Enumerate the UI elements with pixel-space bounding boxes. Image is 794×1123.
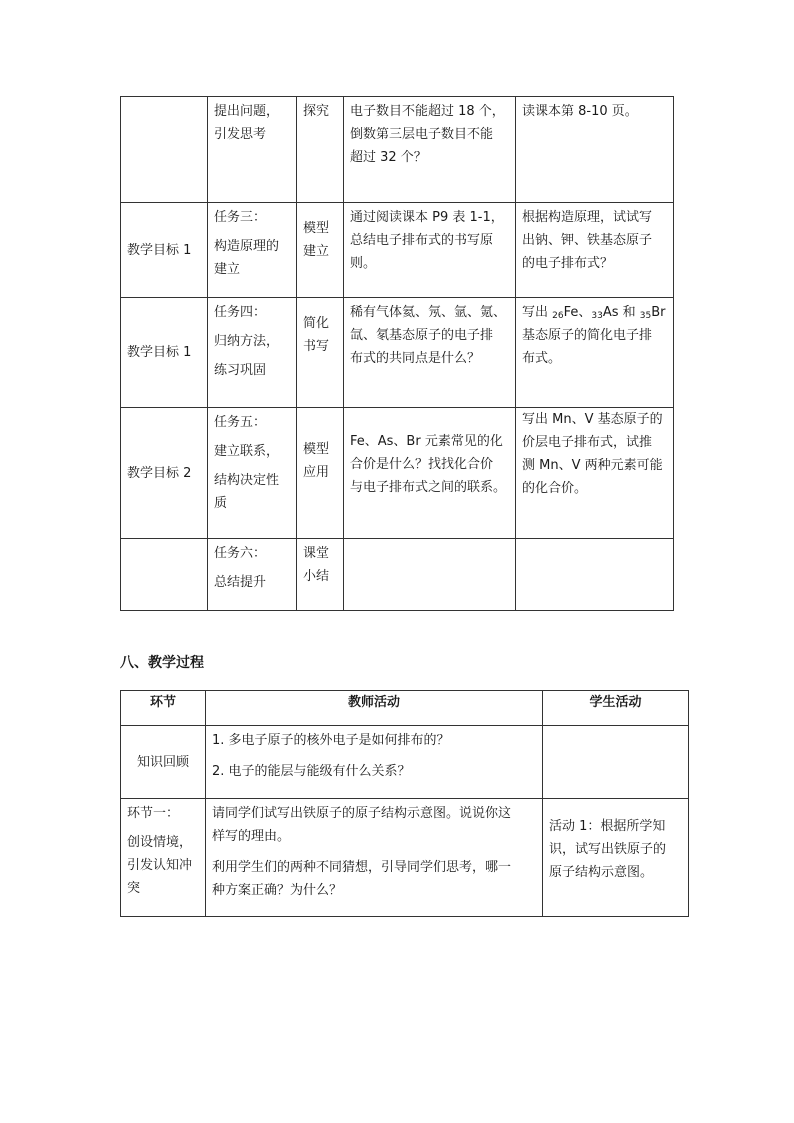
task-text: 引发思考 [214,127,267,142]
element-symbol: Fe、 [563,305,592,320]
teacher-text: 种方案正确？为什么？ [212,883,343,898]
mode-text: 模型 [303,221,330,236]
goal-cell [121,97,208,203]
student-text: 基态原子的简化电子排 [522,328,653,343]
student-text: 原子结构示意图。 [549,865,654,880]
task-row [121,539,674,611]
activity-text: 电子数目不能超过 18 个， [350,104,505,119]
atomic-number: 26 [552,311,564,321]
atomic-number: 35 [639,311,652,321]
goal-cell [121,298,208,408]
student-cell [516,298,674,408]
mode-text: 建立 [303,244,330,259]
student-text: 活动 1：根据所学知 [549,819,666,834]
student-text: 写出 Mn、V 基态原子的 [522,412,663,427]
mode-text: 探究 [303,104,330,119]
task-text: 任务五： [214,415,267,430]
atomic-number: 33 [591,311,603,321]
stage-text: 知识回顾 [136,754,189,770]
task-table [120,96,674,611]
student-text: 识，试写出铁原子的 [549,842,667,857]
activity-cell [344,203,516,298]
stage-text: 环节一： [127,806,180,821]
activity-cell [344,97,516,203]
task-text: 提出问题， [214,104,280,119]
task-text: 归纳方法， [214,334,280,349]
activity-text: 总结电子排布式的书写原 [350,233,494,248]
activity-text: 倒数第三层电子数目不能 [350,127,494,142]
column-header: 教师活动 [206,691,543,726]
stage-text: 引发认知冲 [127,858,193,873]
teacher-text: 利用学生们的两种不同猜想，引导同学们思考，哪一 [212,860,512,875]
student-text: 的电子排布式？ [522,256,614,271]
mode-text: 书写 [303,339,330,354]
activity-text: 合价是什么？找找化合价 [350,457,494,472]
student-cell [516,408,674,539]
task-text: 建立联系， [214,444,280,459]
student-cell [516,97,674,203]
mode-text: 课堂 [303,546,330,561]
student-text: 测 Mn、V 两种元素可能 [522,458,663,473]
teacher-cell [206,726,543,799]
student-text: 读课本第 8-10 页。 [522,104,638,119]
student-text-part: 写出 [522,305,553,320]
process-table [120,690,689,917]
mode-text: 简化 [303,316,330,331]
activity-text: 通过阅读课本 P9 表 1-1， [350,210,504,225]
student-text: 出钠、钾、铁基态原子 [522,233,653,248]
task-text: 构造原理的 [214,239,280,254]
spacer [212,752,536,760]
task-cell [208,298,297,408]
process-row [121,799,689,917]
activity-text: 布式的共同点是什么？ [350,351,481,366]
student-text: 根据构造原理，试试写 [522,210,653,225]
goal-cell [121,408,208,539]
goal-cell [121,539,208,611]
student-cell [543,726,689,799]
header-row [121,691,689,726]
task-cell [208,408,297,539]
section-heading: 八、教学过程 [120,655,204,671]
stage-text: 创设情境， [127,835,193,850]
student-text: 布式。 [522,351,562,366]
mode-cell [297,298,344,408]
task-cell [208,203,297,298]
activity-text: 氙、氡基态原子的电子排 [350,328,494,343]
teacher-cell [206,799,543,917]
element-symbol: Br [651,305,666,320]
teacher-text: 1. 多电子原子的核外电子是如何排布的？ [212,733,450,748]
student-text: 的化合价。 [522,481,588,496]
teacher-text: 2. 电子的能层与能级有什么关系？ [212,764,411,779]
student-text: 价层电子排布式，试推 [522,435,653,450]
activity-text: Fe、As、Br 元素常见的化 [350,434,503,449]
student-cell [543,799,689,917]
element-symbol: As 和 [602,305,640,320]
activity-cell [344,298,516,408]
task-text: 总结提升 [214,575,267,590]
task-text: 结构决定性 [214,473,280,488]
task-row [121,408,674,539]
task-cell [208,97,297,203]
activity-cell [344,539,516,611]
task-text: 练习巩固 [214,363,267,378]
process-row [121,726,689,799]
student-cell [516,539,674,611]
task-row [121,203,674,298]
activity-text: 超过 32 个？ [350,150,427,165]
task-row [121,298,674,408]
goal-text: 教学目标 1 [127,242,192,258]
goal-text: 教学目标 1 [127,345,192,360]
mode-cell [297,408,344,539]
teacher-text: 请同学们试写出铁原子的原子结构示意图。说说你这 [212,806,512,821]
stage-cell [121,726,206,799]
stage-text: 突 [127,881,141,896]
mode-cell [297,97,344,203]
mode-text: 模型 [303,442,330,457]
student-cell [516,203,674,298]
mode-cell [297,203,344,298]
mode-text: 应用 [303,465,330,480]
goal-text: 教学目标 2 [127,465,192,481]
teacher-text: 样写的理由。 [212,829,291,844]
task-text: 任务六： [214,546,267,561]
goal-cell [121,203,208,298]
task-text: 建立 [214,262,241,277]
column-header: 环节 [121,691,206,726]
stage-cell [121,799,206,917]
spacer [212,848,536,856]
column-header: 学生活动 [543,691,689,726]
task-text: 任务四： [214,305,267,320]
activity-text: 稀有气体氦、氖、氩、氪、 [350,305,507,320]
activity-cell [344,408,516,539]
task-row [121,97,674,203]
task-text: 任务三： [214,210,267,225]
activity-text: 与电子排布式之间的联系。 [350,480,507,495]
task-text: 质 [214,496,228,511]
activity-text: 则。 [350,256,377,271]
mode-text: 小结 [303,569,330,584]
student-text [522,301,667,324]
task-cell [208,539,297,611]
mode-cell [297,539,344,611]
